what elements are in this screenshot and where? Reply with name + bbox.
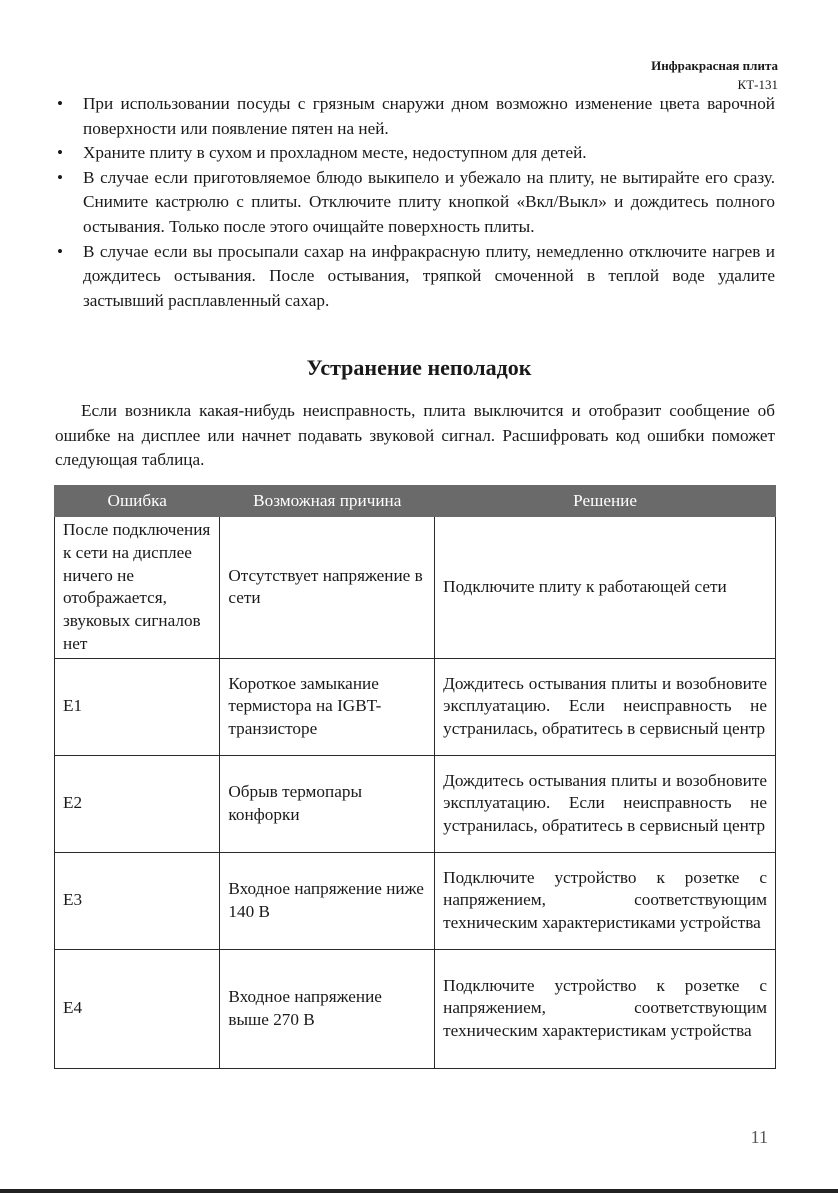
table-row [55, 658, 776, 755]
list-item-text: В случае если вы просыпали сахар на инфракрасную плиту, немедленно отключите нагрев и дождитесь остывания. После остывания, тряпкой смоченной в теплой воде удалите застывший расплавленный сахар. [83, 241, 775, 310]
list-item [55, 92, 775, 141]
list-item [55, 166, 775, 240]
cause-cell: Входное напряжение выше 270 В [220, 949, 435, 1068]
bullet-icon: • [57, 241, 64, 261]
column-header-solution: Решение [435, 486, 776, 517]
list-item [55, 141, 775, 166]
troubleshooting-table [54, 485, 776, 1069]
bullet-icon: • [57, 94, 64, 113]
list-item [55, 240, 775, 314]
solution-cell: Дождитесь остывания плиты и возобновите эксплуатацию. Если неисправность не устранилась, обратитесь в сервисный центр [435, 658, 776, 755]
solution-cell: Дождитесь остывания плиты и возобновите эксплуатацию. Если неисправность не устранилась, обратитесь в сервисный центр [435, 755, 776, 852]
solution-cell: Подключите плиту к работающей сети [435, 517, 776, 659]
cause-cell: Короткое замыкание термистора на IGBT-транзисторе [220, 658, 435, 755]
solution-cell: Подключите устройство к розетке с напряжением, соответствующим техническим характеристикам устройства [435, 949, 776, 1068]
section-title: Устранение неполадок [306, 355, 532, 380]
product-model: КТ-131 [737, 77, 778, 92]
product-title: Инфракрасная плита [651, 58, 778, 73]
table-row [55, 755, 776, 852]
list-item-text: В случае если приготовляемое блюдо выкипело и убежало на плиту, не вытирайте его сразу. Снимите кастрюлю с плиты. Отключите плиту кнопкой «Вкл/Выкл» и дождитесь полного остывания. Только после этого очищайте поверхность плиты. [83, 167, 775, 236]
intro-paragraph: Если возникла какая-нибудь неисправность, плита выключится и отобразит сообщение об ошибке на дисплее или начнет подавать звуковой сигнал. Расшифровать код ошибки поможет следующая таблица. [55, 401, 775, 470]
cause-cell: Отсутствует напряжение в сети [220, 517, 435, 659]
page-header [651, 56, 778, 94]
table-row [55, 949, 776, 1068]
bullet-icon: • [57, 167, 64, 187]
table-row [55, 852, 776, 949]
column-header-error: Ошибка [55, 486, 220, 517]
care-instructions-list [55, 92, 775, 313]
error-cell: E2 [55, 755, 220, 852]
solution-cell: Подключите устройство к розетке с напряжением, соответствующим техническим характеристиками устройства [435, 852, 776, 949]
list-item-text: Храните плиту в сухом и прохладном месте, недоступном для детей. [83, 143, 587, 163]
column-header-cause: Возможная причина [220, 486, 435, 517]
cause-cell: Входное напряжение ниже 140 В [220, 852, 435, 949]
page-number: 11 [750, 1127, 768, 1147]
list-item-text: При использовании посуды с грязным снаружи дном возможно изменение цвета варочной поверхности или появление пятен на ней. [83, 94, 775, 138]
error-cell: E1 [55, 658, 220, 755]
error-cell: После подключения к сети на дисплее ничего не отображается, звуковых сигналов нет [55, 517, 220, 659]
table-row [55, 517, 776, 659]
cause-cell: Обрыв термопары конфорки [220, 755, 435, 852]
bullet-icon: • [57, 143, 64, 163]
error-cell: E3 [55, 852, 220, 949]
page-bottom-edge [0, 1189, 838, 1193]
error-cell: E4 [55, 949, 220, 1068]
table-header-row [55, 486, 776, 517]
